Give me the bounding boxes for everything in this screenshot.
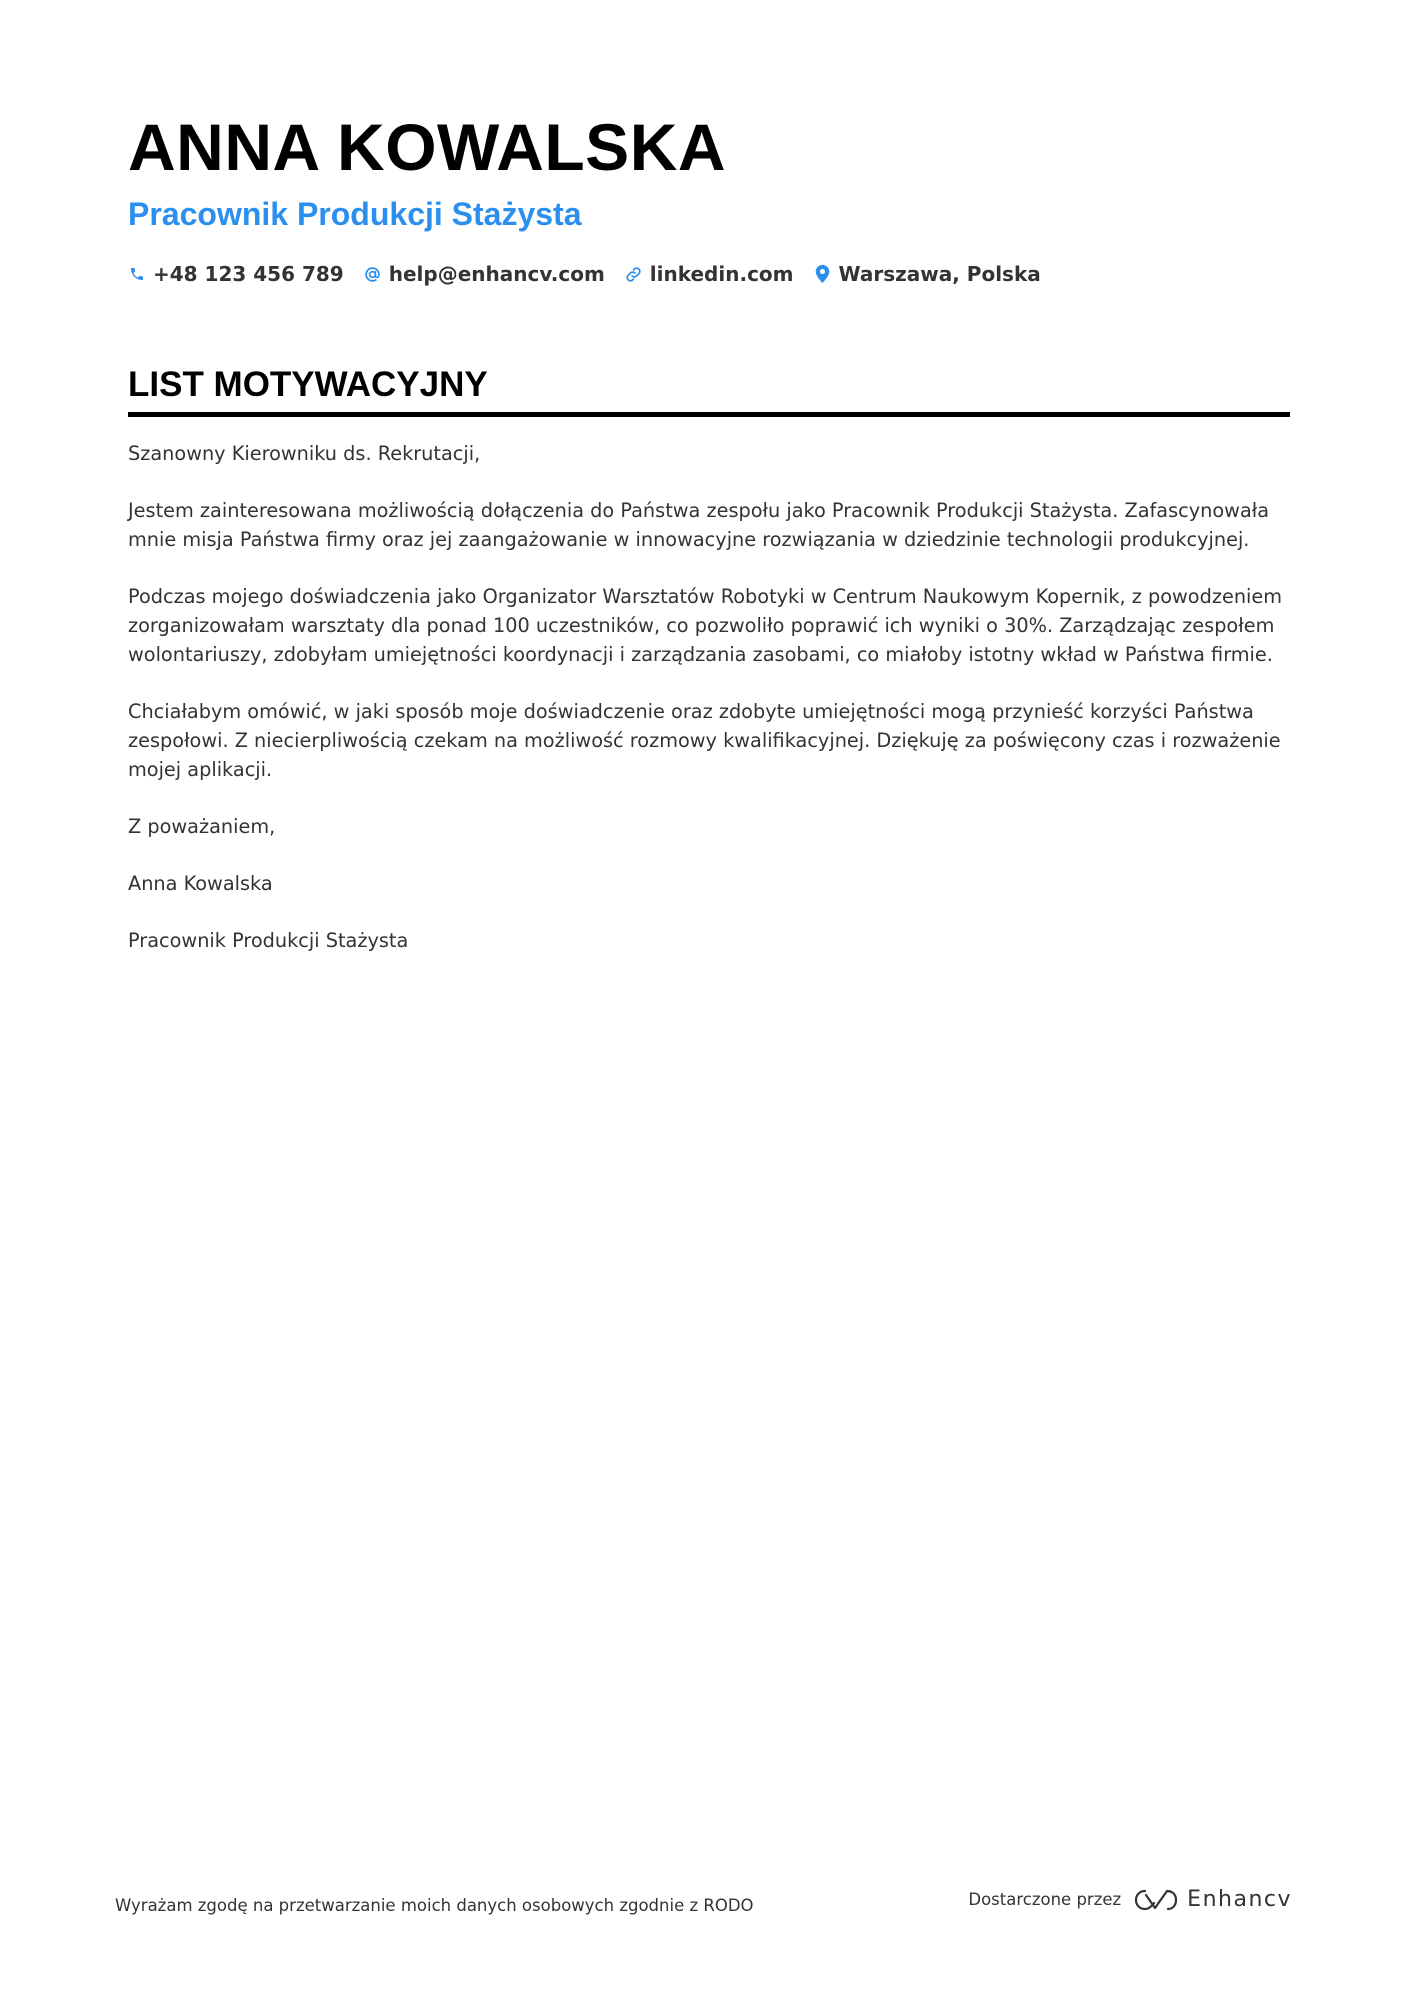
at-sign-icon	[364, 265, 382, 283]
letter-body	[128, 439, 1290, 955]
powered-by-text: Dostarczone przez	[968, 1890, 1122, 1909]
header	[128, 108, 1288, 288]
job-title: Pracownik Produkcji Stażysta	[128, 196, 582, 232]
contact-phone-text: +48 123 456 789	[153, 262, 344, 286]
signature-title: Pracownik Produkcji Stażysta	[128, 929, 409, 952]
contact-linkedin-text: linkedin.com	[649, 262, 794, 286]
contact-email-text: help@enhancv.com	[388, 262, 605, 286]
letter-salutation: Szanowny Kierowniku ds. Rekrutacji,	[128, 442, 481, 465]
contact-phone	[128, 260, 344, 288]
contact-email[interactable]	[364, 260, 605, 288]
phone-icon	[128, 265, 146, 283]
contact-location-text: Warszawa, Polska	[838, 262, 1041, 286]
letter-paragraph-2: Podczas mojego doświadczenia jako Organizator Warsztatów Robotyki w Centrum Naukowym Kopernik, z powodzeniem zorganizowałam warsztaty dla ponad 100 uczestników, co pozwoliło poprawić ich wyniki o 30%. Zarządzając zespołem wolontariuszy, zdobyłam umiejętności koordynacji i zarządzania zasobami, co miałoby istotny wkład w Państwa firmie.	[128, 585, 1283, 666]
footer-branding	[968, 1886, 1292, 1914]
contact-linkedin[interactable]	[625, 260, 794, 288]
section-title: LIST MOTYWACYJNY	[128, 365, 488, 404]
contact-location	[814, 260, 1041, 288]
section-divider	[128, 412, 1290, 417]
location-pin-icon	[814, 265, 832, 283]
signature-name: Anna Kowalska	[128, 872, 273, 895]
letter-paragraph-1: Jestem zainteresowana możliwością dołączenia do Państwa zespołu jako Pracownik Produkcji Stażysta. Zafascynowała mnie misja Państwa firmy oraz jej zaangażowanie w innowacyjne rozwiązania w dziedzinie technologii produkcyjnej.	[128, 499, 1270, 551]
enhancv-logo[interactable]	[1133, 1886, 1292, 1914]
enhancv-logo-icon	[1133, 1887, 1179, 1913]
letter-closing: Z poważaniem,	[128, 815, 276, 838]
candidate-name: ANNA KOWALSKA	[128, 110, 727, 184]
link-icon	[625, 265, 643, 283]
cover-letter-section	[128, 362, 1290, 983]
enhancv-logo-text: Enhancv	[1187, 1887, 1292, 1912]
letter-paragraph-3: Chciałabym omówić, w jaki sposób moje doświadczenie oraz zdobyte umiejętności mogą przynieść korzyści Państwa zespołowi. Z niecierpliwością czekam na możliwość rozmowy kwalifikacyjnej. Dziękuję za poświęcony czas i rozważenie mojej aplikacji.	[128, 700, 1281, 781]
gdpr-consent-text: Wyrażam zgodę na przetwarzanie moich danych osobowych zgodnie z RODO	[115, 1896, 754, 1915]
contact-row	[128, 260, 1288, 288]
